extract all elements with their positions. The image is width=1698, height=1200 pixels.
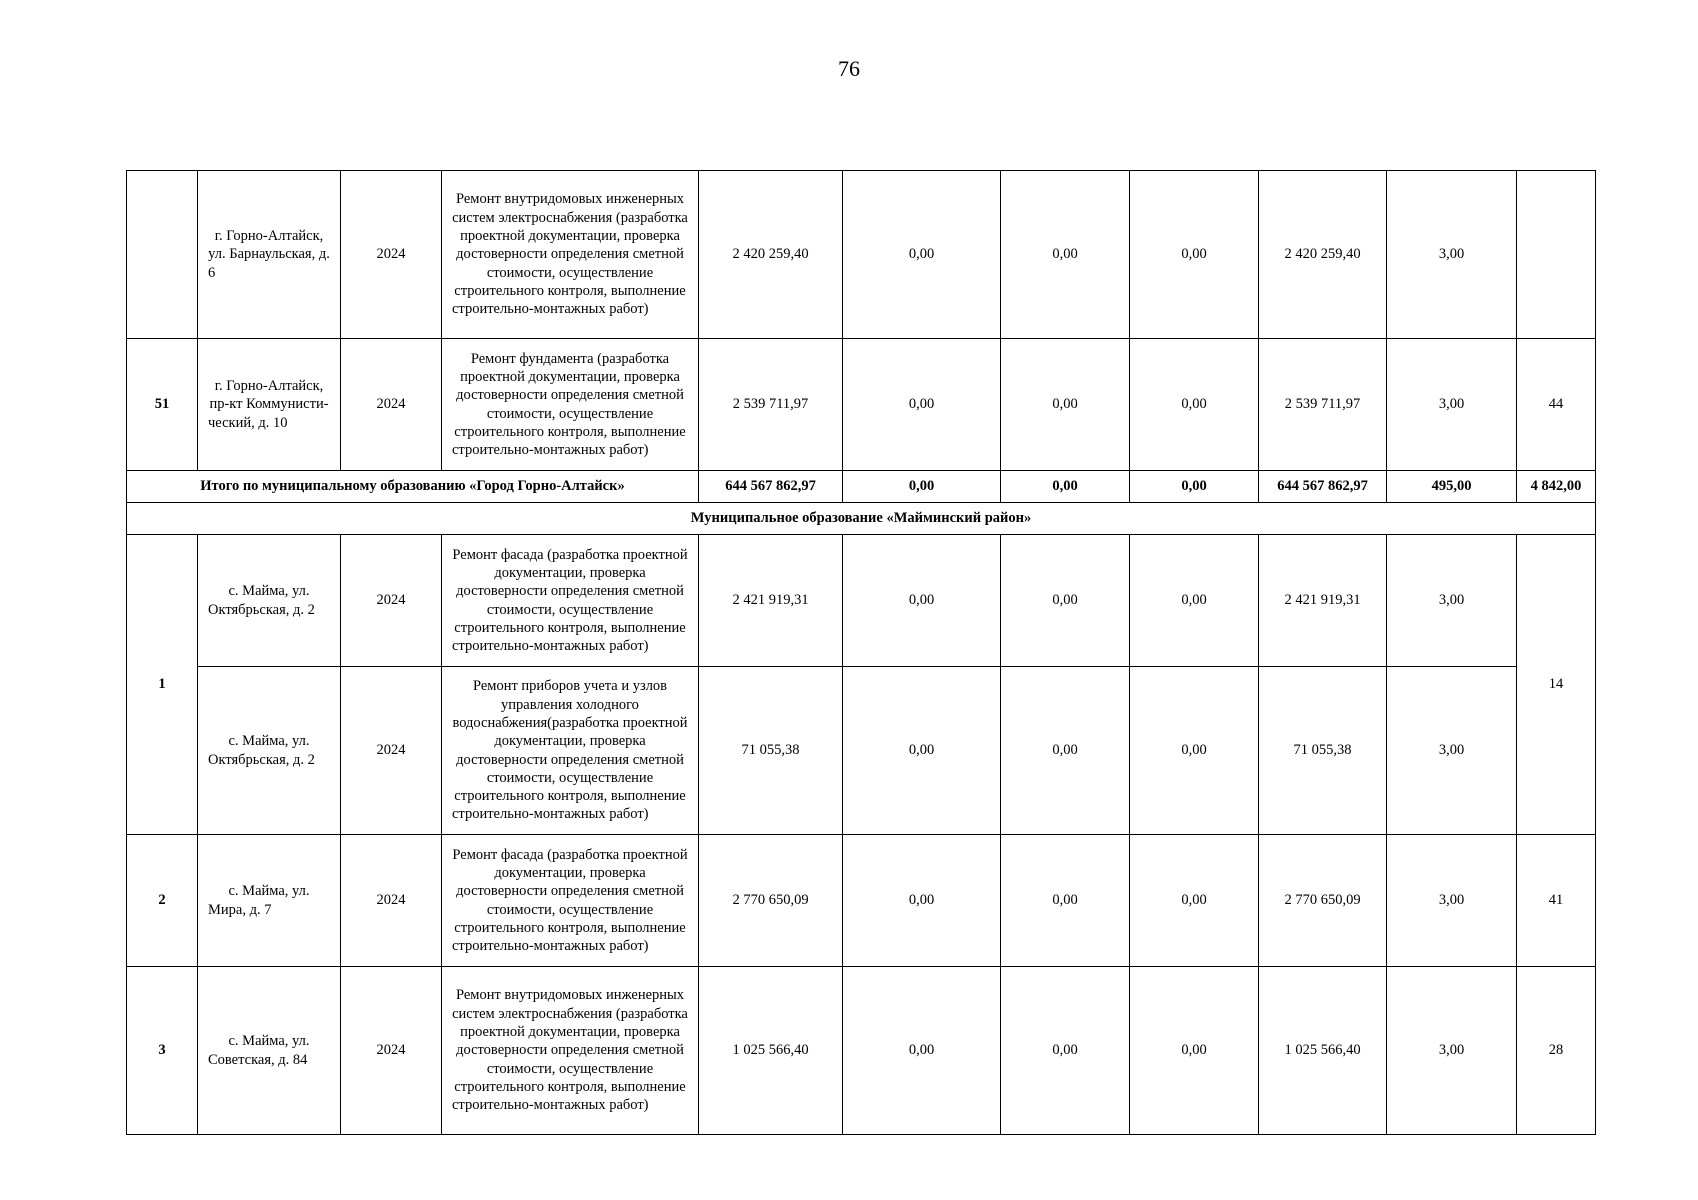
residents-cell [1517,171,1596,339]
work-description-cell: Ремонт фасада (разработка проектной документации, проверка достоверности определения сметной стоимости, осуществление строительного контроля, выполнение строительно-монтажных работ) [442,535,699,667]
section-header-row [127,503,1596,535]
fund-cell: 0,00 [843,967,1001,1135]
total-label: Итого по муниципальному образованию «Город Горно-Алтайск» [127,471,699,503]
total-cost-cell: 2 539 711,97 [699,339,843,471]
row-index: 51 [127,339,198,471]
specific-cost-cell: 3,00 [1387,535,1517,667]
owners-funds-cell: 2 421 919,31 [1259,535,1387,667]
regional-budget-cell: 0,00 [1001,171,1130,339]
page-number: 76 [838,56,860,81]
total-cost-cell: 2 420 259,40 [699,171,843,339]
section-title: Муниципальное образование «Майминский район» [127,503,1596,535]
fund-cell: 0,00 [843,171,1001,339]
residents-cell: 41 [1517,835,1596,967]
specific-cost-cell: 3,00 [1387,339,1517,471]
local-budget-cell: 0,00 [1130,535,1259,667]
regional-budget-cell: 0,00 [1001,967,1130,1135]
owners-funds-cell: 2 770 650,09 [1259,835,1387,967]
regional-budget-cell: 0,00 [1001,667,1130,835]
local-budget-cell: 0,00 [1130,967,1259,1135]
work-description-cell: Ремонт фундамента (разработка проектной документации, проверка достоверности определения сметной стоимости, осуществление строительного контроля, выполнение строительно-монтажных работ) [442,339,699,471]
work-description-cell: Ремонт приборов учета и узлов управления холодного водоснабжения(разработка проектной документации, проверка достоверности определения сметной стоимости, осуществление строительного контроля, выполнение строительно-монтажных работ) [442,667,699,835]
repair-program-table [126,170,1596,1135]
residents-cell: 28 [1517,967,1596,1135]
fund-cell: 0,00 [843,835,1001,967]
address-cell: с. Майма, ул. Октябрьская, д. 2 [198,667,341,835]
specific-cost-cell: 495,00 [1387,471,1517,503]
table-row [127,667,1596,835]
total-cost-cell: 1 025 566,40 [699,967,843,1135]
total-cost-cell: 2 770 650,09 [699,835,843,967]
fund-cell: 0,00 [843,535,1001,667]
work-description-cell: Ремонт внутридомовых инженерных систем электроснабжения (разработка проектной документации, проверка достоверности определения сметной стоимости, осуществление строительного контроля, выполнение строительно-монтажных работ) [442,967,699,1135]
total-cost-cell: 71 055,38 [699,667,843,835]
table-row [127,535,1596,667]
year-cell: 2024 [341,339,442,471]
row-index: 1 [127,535,198,835]
owners-funds-cell: 2 420 259,40 [1259,171,1387,339]
year-cell: 2024 [341,835,442,967]
regional-budget-cell: 0,00 [1001,535,1130,667]
owners-funds-cell: 644 567 862,97 [1259,471,1387,503]
row-index: 3 [127,967,198,1135]
work-description-cell: Ремонт фасада (разработка проектной документации, проверка достоверности определения сметной стоимости, осуществление строительного контроля, выполнение строительно-монтажных работ) [442,835,699,967]
local-budget-cell: 0,00 [1130,835,1259,967]
local-budget-cell: 0,00 [1130,339,1259,471]
specific-cost-cell: 3,00 [1387,967,1517,1135]
address-cell: с. Майма, ул. Советская, д. 84 [198,967,341,1135]
local-budget-cell: 0,00 [1130,667,1259,835]
year-cell: 2024 [341,667,442,835]
total-cost-cell: 2 421 919,31 [699,535,843,667]
table-row [127,967,1596,1135]
address-cell: с. Майма, ул. Октябрьская, д. 2 [198,535,341,667]
residents-cell: 44 [1517,339,1596,471]
regional-budget-cell: 0,00 [1001,339,1130,471]
owners-funds-cell: 71 055,38 [1259,667,1387,835]
fund-cell: 0,00 [843,667,1001,835]
specific-cost-cell: 3,00 [1387,171,1517,339]
regional-budget-cell: 0,00 [1001,471,1130,503]
row-index: 2 [127,835,198,967]
work-description-cell: Ремонт внутридомовых инженерных систем электроснабжения (разработка проектной документации, проверка достоверности определения сметной стоимости, осуществление строительного контроля, выполнение строительно-монтажных работ) [442,171,699,339]
owners-funds-cell: 1 025 566,40 [1259,967,1387,1135]
total-row [127,471,1596,503]
year-cell: 2024 [341,967,442,1135]
address-cell: г. Горно-Алтайск, пр-кт Коммунисти-ческий, д. 10 [198,339,341,471]
year-cell: 2024 [341,171,442,339]
owners-funds-cell: 2 539 711,97 [1259,339,1387,471]
residents-cell: 14 [1517,535,1596,835]
regional-budget-cell: 0,00 [1001,835,1130,967]
local-budget-cell: 0,00 [1130,171,1259,339]
table-row [127,171,1596,339]
table-row [127,339,1596,471]
residents-cell: 4 842,00 [1517,471,1596,503]
table-row [127,835,1596,967]
address-cell: г. Горно-Алтайск, ул. Барнаульская, д. 6 [198,171,341,339]
fund-cell: 0,00 [843,339,1001,471]
fund-cell: 0,00 [843,471,1001,503]
specific-cost-cell: 3,00 [1387,667,1517,835]
local-budget-cell: 0,00 [1130,471,1259,503]
total-cost-cell: 644 567 862,97 [699,471,843,503]
specific-cost-cell: 3,00 [1387,835,1517,967]
address-cell: с. Майма, ул. Мира, д. 7 [198,835,341,967]
year-cell: 2024 [341,535,442,667]
row-index [127,171,198,339]
